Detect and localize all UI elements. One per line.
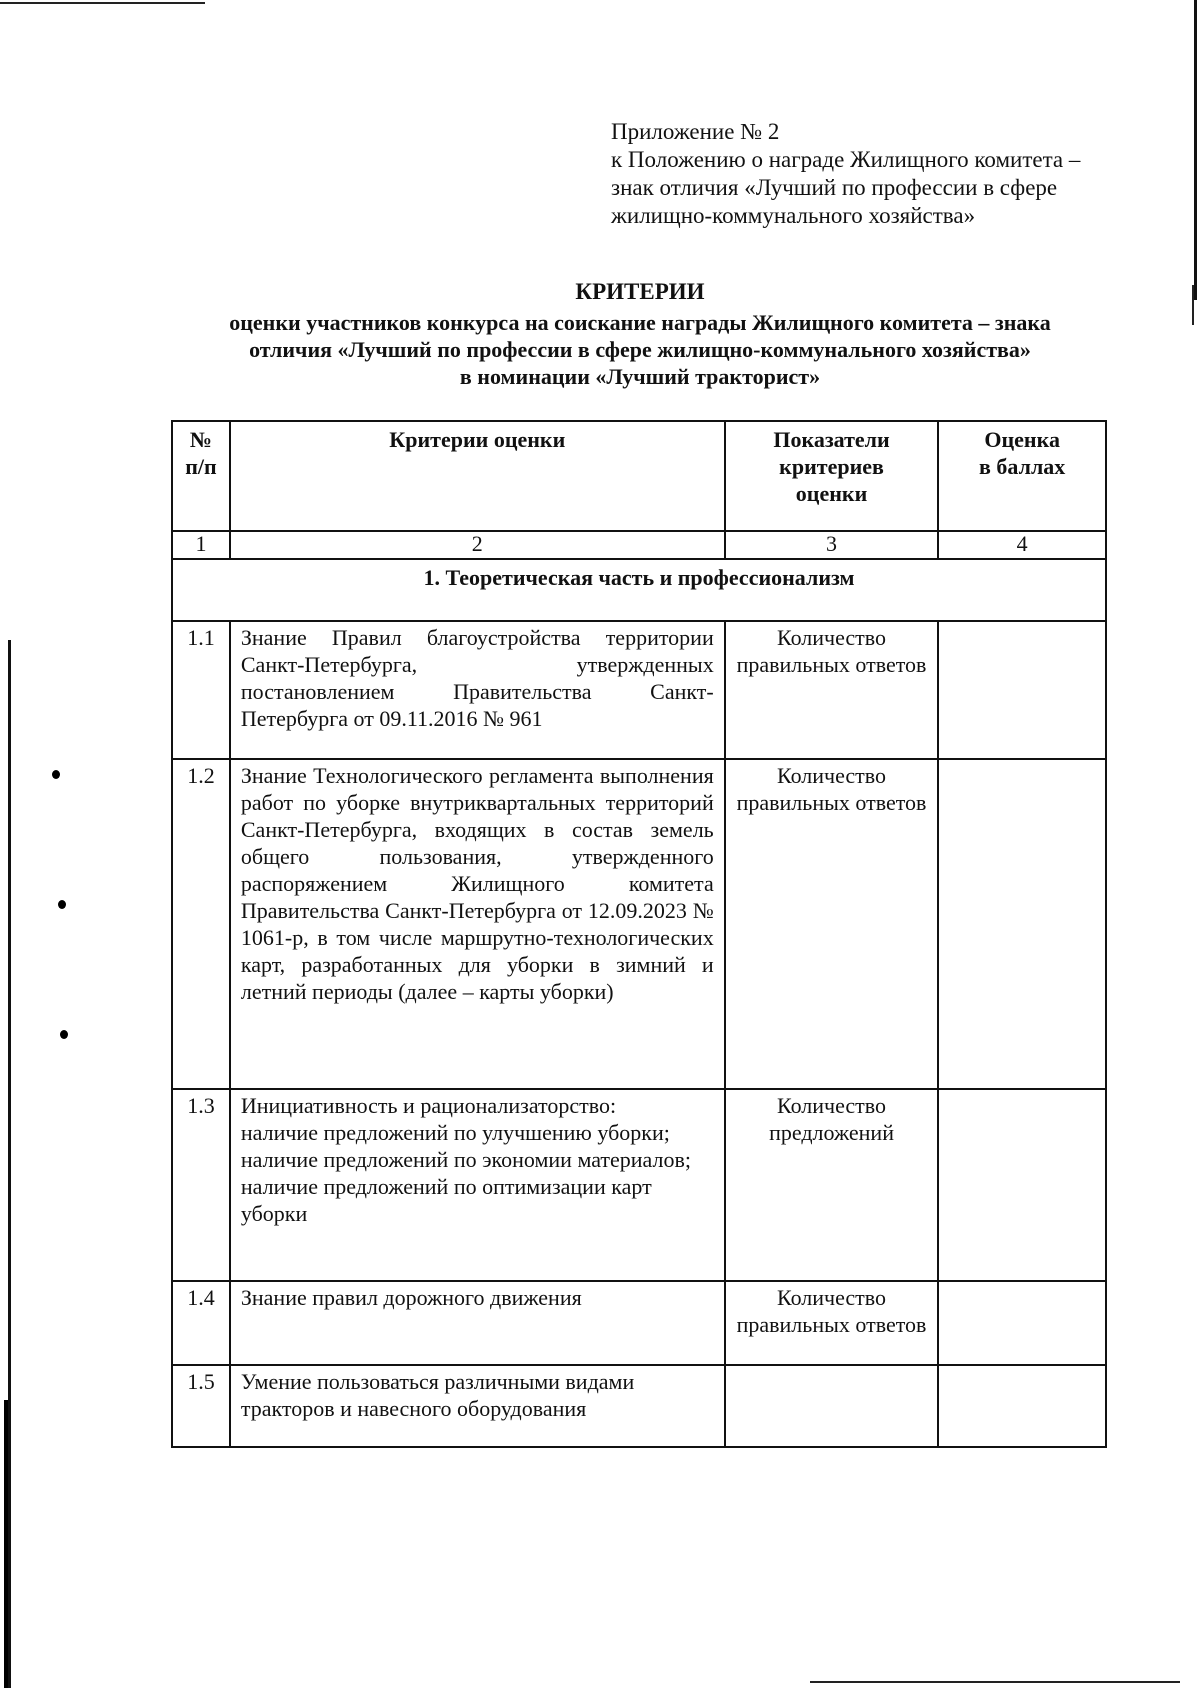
section-row — [172, 559, 1106, 621]
header-number: № п/п — [172, 421, 230, 531]
row-indicator — [725, 1365, 939, 1447]
row-index: 1.1 — [172, 621, 230, 759]
header-criteria: Критерии оценки — [230, 421, 725, 531]
table-row — [172, 1089, 1106, 1281]
row-indicator: Количество правильных ответов — [725, 759, 939, 1089]
row-criteria: Знание Правил благоустройства территории Санкт-Петербурга, утвержденных постановлением Правительства Санкт-Петербурга от 09.11.2016 № 961 — [230, 621, 725, 759]
scan-artifact-right-edge-mark — [1192, 285, 1194, 325]
row-score — [938, 759, 1106, 1089]
criteria-line: Инициативность и рационализаторство: — [240, 1093, 617, 1118]
row-criteria: Умение пользоваться различными видами тракторов и навесного оборудования — [230, 1365, 725, 1447]
scan-artifact-dot — [58, 900, 66, 909]
column-number: 2 — [230, 531, 725, 559]
scan-artifact-bottom-line — [810, 1681, 1180, 1683]
header-indicators: Показатели критериев оценки — [725, 421, 939, 531]
document-title: КРИТЕРИИ — [575, 279, 705, 304]
row-indicator: Количество правильных ответов — [725, 1281, 939, 1365]
criteria-line: наличие предложений по улучшению уборки; — [240, 1120, 670, 1145]
section-title: 1. Теоретическая часть и профессионализм — [172, 559, 1106, 621]
row-criteria: Знание правил дорожного движения — [230, 1281, 725, 1365]
appendix-line: жилищно-коммунального хозяйства» — [611, 203, 976, 228]
document-subtitle-line: в номинации «Лучший тракторист» — [459, 364, 821, 389]
row-score — [938, 1365, 1106, 1447]
criteria-line: наличие предложений по экономии материалов; — [240, 1147, 691, 1172]
scan-artifact-right-edge — [1194, 0, 1197, 300]
row-index: 1.5 — [172, 1365, 230, 1447]
row-index: 1.4 — [172, 1281, 230, 1365]
appendix-line: знак отличия «Лучший по профессии в сфере — [611, 175, 1058, 200]
column-number: 1 — [172, 531, 230, 559]
scan-artifact-top-line — [0, 2, 205, 4]
row-indicator: Количество предложений — [725, 1089, 939, 1281]
scan-artifact-dot — [52, 770, 60, 779]
row-score — [938, 1281, 1106, 1365]
column-number: 4 — [938, 531, 1106, 559]
column-number: 3 — [725, 531, 939, 559]
header-score: Оценка в баллах — [938, 421, 1106, 531]
table-header-row — [172, 421, 1106, 531]
table-row — [172, 759, 1106, 1089]
row-criteria — [230, 1089, 725, 1281]
appendix-line: Приложение № 2 — [611, 119, 780, 144]
column-number-row — [172, 531, 1106, 559]
table-row — [172, 1365, 1106, 1447]
scan-artifact-left-edge-dark — [4, 1400, 8, 1688]
document-title-block — [160, 278, 1120, 390]
row-index: 1.2 — [172, 759, 230, 1089]
scan-artifact-dot — [60, 1030, 68, 1039]
row-criteria: Знание Технологического регламента выполнения работ по уборке внутриквартальных территорий Санкт-Петербурга, входящих в состав земель общего пользования, утвержденного распоряжением Жилищного комитета Правительства Санкт-Петербурга от 12.09.2023 № 1061-р, в том числе маршрутно-технологических карт, разработанных для уборки в зимний и летний периоды (далее – карты уборки) — [230, 759, 725, 1089]
appendix-line: к Положению о награде Жилищного комитета – — [611, 147, 1081, 172]
row-index: 1.3 — [172, 1089, 230, 1281]
row-indicator: Количество правильных ответов — [725, 621, 939, 759]
table-row — [172, 621, 1106, 759]
appendix-note — [611, 118, 1111, 230]
criteria-line: наличие предложений по оптимизации карт уборки — [240, 1174, 652, 1226]
document-subtitle-line: оценки участников конкурса на соискание награды Жилищного комитета – знака — [229, 310, 1051, 335]
scan-artifact-left-edge — [8, 640, 11, 1688]
row-score — [938, 621, 1106, 759]
document-subtitle-line: отличия «Лучший по профессии в сфере жилищно-коммунального хозяйства» — [249, 337, 1031, 362]
table-row — [172, 1281, 1106, 1365]
criteria-table — [171, 420, 1107, 1448]
row-score — [938, 1089, 1106, 1281]
